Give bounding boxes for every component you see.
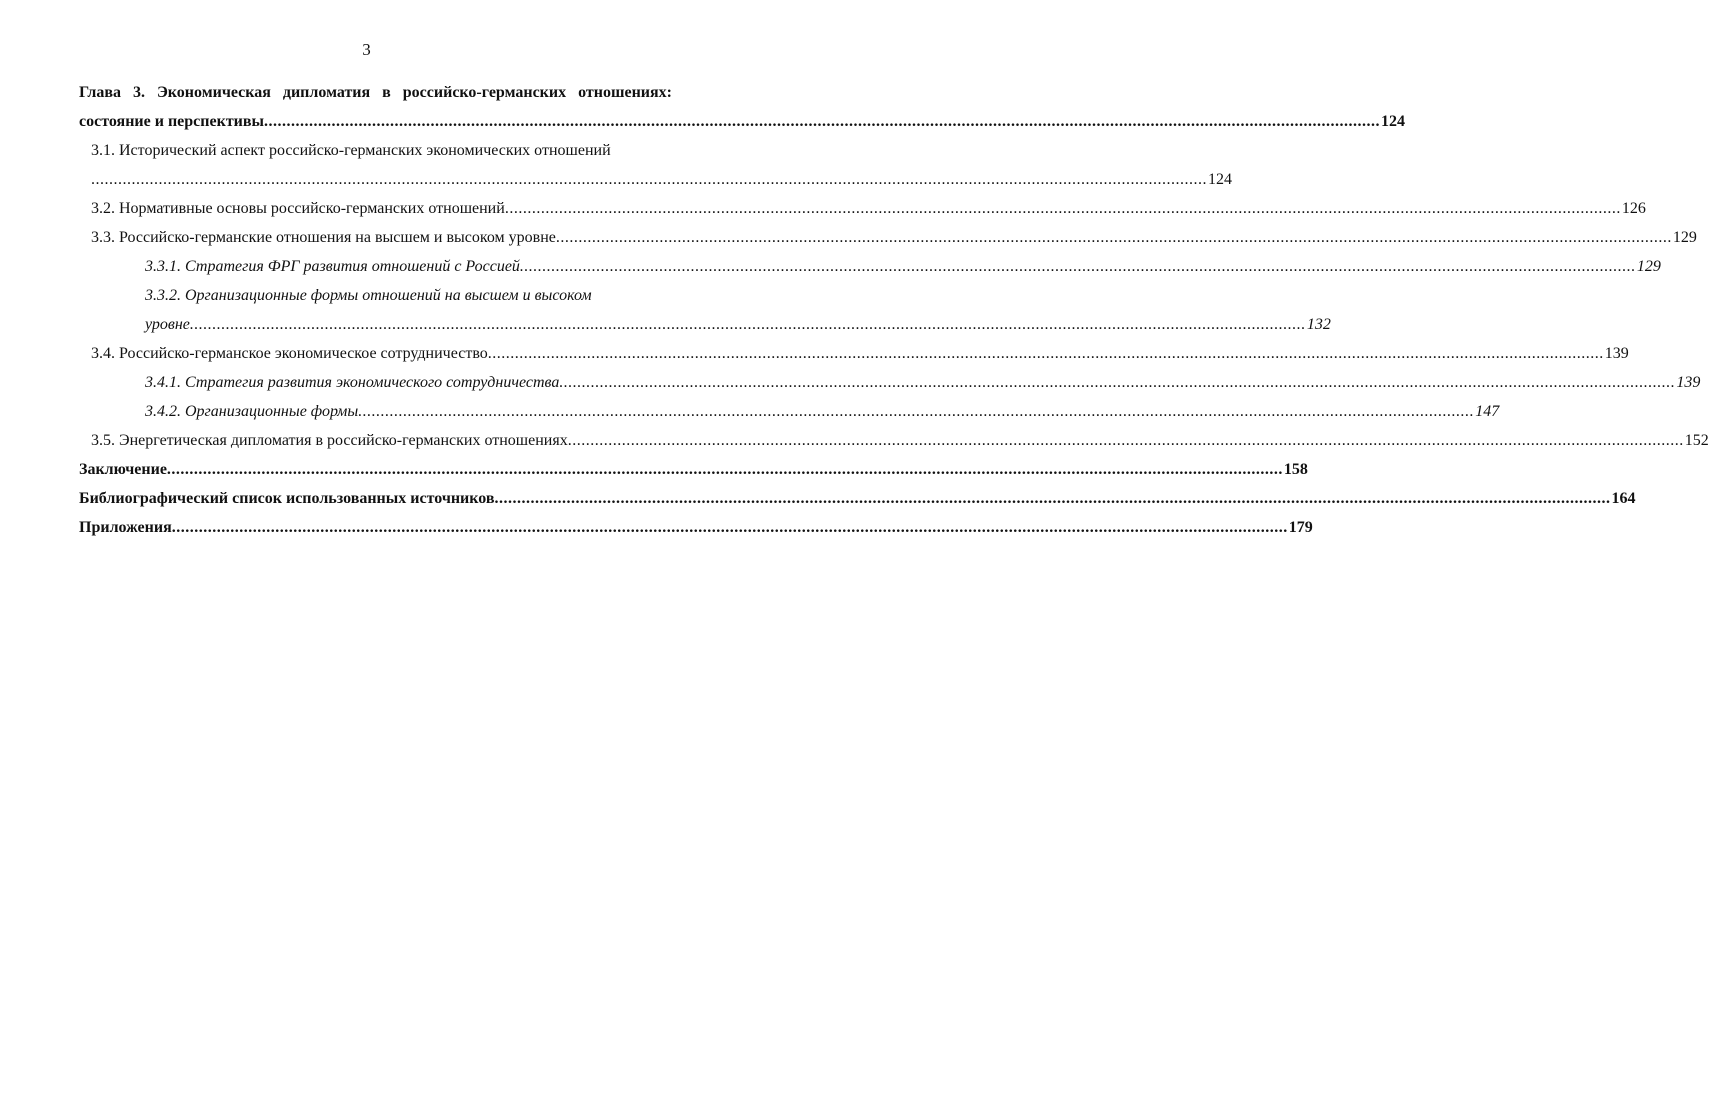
dot-leader: [505, 194, 1621, 223]
toc-entry-s3-4[interactable]: [79, 339, 1629, 368]
toc-page-number: 124: [1381, 113, 1406, 130]
dot-leader: [495, 484, 1611, 513]
toc-entry-appendices[interactable]: [79, 513, 1313, 542]
toc-entry-title: 3.4. Российско-германское экономическое сотрудничество: [91, 345, 488, 362]
dot-leader: [520, 252, 1636, 281]
dot-leader: [167, 455, 1283, 484]
toc-page-number: 126: [1621, 200, 1646, 217]
toc-s3-1-line1: 3.1. Исторический аспект российско-германских экономических отношений: [91, 142, 611, 159]
toc-chapter3-line1: Глава 3. Экономическая дипломатия в российско-германских отношениях:: [79, 84, 672, 101]
toc-page-number: 139: [1604, 345, 1629, 362]
dot-leader: [488, 339, 1604, 368]
toc-entry-title: 3.2. Нормативные основы российско-германских отношений: [91, 200, 505, 217]
toc-entry-title: 3.3. Российско-германские отношения на высшем и высоком уровне: [91, 229, 556, 246]
toc-s3-3-2-line1: 3.3.2. Организационные формы отношений на высшем и высоком: [145, 287, 592, 304]
table-of-contents: [79, 78, 1709, 542]
toc-entry-title: 3.5. Энергетическая дипломатия в российско-германских отношениях: [91, 432, 568, 449]
toc-entry-s3-2[interactable]: [79, 194, 1646, 223]
toc-entry-title: 3.3.1. Стратегия ФРГ развития отношений с Россией: [145, 258, 520, 275]
toc-entry-title: 3.4.1. Стратегия развития экономического сотрудничества: [145, 374, 560, 391]
toc-entry-s3-1[interactable]: [79, 165, 1232, 194]
toc-entry-chapter3[interactable]: [79, 107, 1406, 136]
toc-entry-title: Приложения: [79, 519, 172, 536]
dot-leader: [172, 513, 1288, 542]
toc-page-number: 147: [1475, 403, 1500, 420]
toc-page-number: 129: [1636, 258, 1661, 275]
toc-entry-s3-3-1[interactable]: [79, 252, 1661, 281]
dot-leader: [559, 368, 1675, 397]
toc-entry-bibliography[interactable]: [79, 484, 1636, 513]
dot-leader: [358, 397, 1474, 426]
toc-page-number: 132: [1306, 316, 1331, 333]
dot-leader: [91, 165, 1207, 194]
toc-page-number: 139: [1676, 374, 1701, 391]
toc-page-number: 129: [1672, 229, 1697, 246]
toc-entry-s3-3[interactable]: [79, 223, 1697, 252]
toc-entry-s3-5[interactable]: [79, 426, 1709, 455]
toc-entry-title: уровне: [145, 316, 190, 333]
dot-leader: [556, 223, 1672, 252]
toc-page-number: 158: [1283, 461, 1308, 478]
toc-page-number: 124: [1208, 171, 1232, 188]
dot-leader: [190, 310, 1306, 339]
toc-entry-title: Заключение: [79, 461, 167, 478]
dot-leader: [568, 426, 1684, 455]
toc-page-number: 179: [1288, 519, 1313, 536]
toc-entry-s3-4-1[interactable]: [79, 368, 1701, 397]
toc-entry-s3-3-2[interactable]: [79, 310, 1331, 339]
toc-entry-s3-4-2[interactable]: [79, 397, 1500, 426]
toc-entry-title: Библиографический список использованных источников: [79, 490, 495, 507]
dot-leader: [264, 107, 1380, 136]
toc-entry-conclusion[interactable]: [79, 455, 1308, 484]
page-number: 3: [362, 40, 371, 59]
toc-page-number: 152: [1684, 432, 1709, 449]
toc-entry-title: состояние и перспективы: [79, 113, 265, 130]
toc-page-number: 164: [1611, 490, 1636, 507]
toc-entry-title: 3.4.2. Организационные формы: [145, 403, 359, 420]
